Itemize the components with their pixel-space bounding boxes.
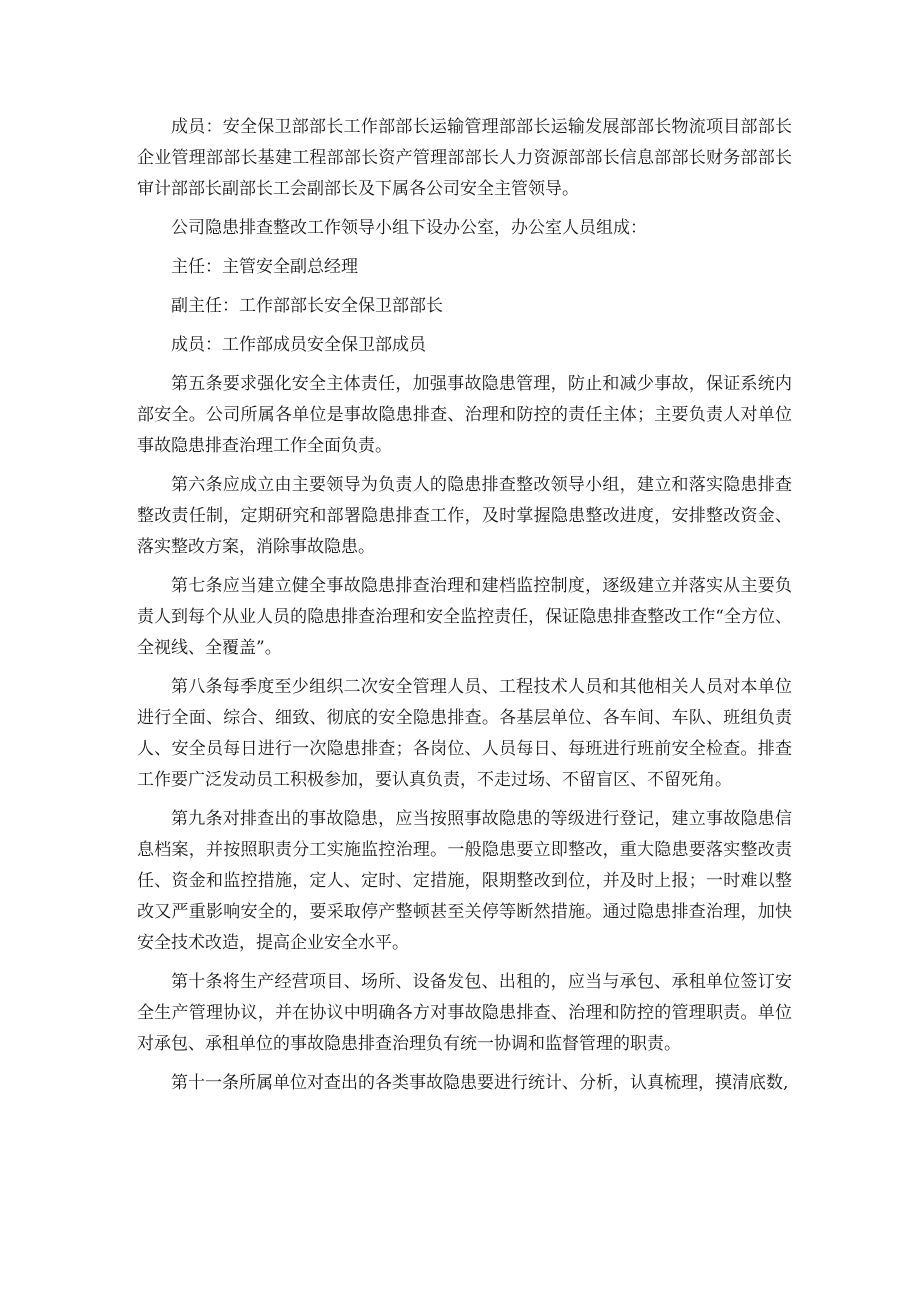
paragraph-article-6: 第六条应成立由主要领导为负责人的隐患排查整改领导小组，建立和落实隐患排查整改责任制，定期研究和部署隐患排查工作，及时掌握隐患整改进度，安排整改资金、落实整改方案，消除事故隐患。 <box>137 475 792 557</box>
paragraph-article-8: 第八条每季度至少组织二次安全管理人员、工程技术人员和其他相关人员对本单位进行全面、综合、细致、彻底的安全隐患排查。各基层单位、各车间、车队、班组负责人、安全员每日进行一次隐患排查；各岗位、人员每日、每班进行班前安全检查。排查工作要广泛发动员工积极参加，要认真负责，不走过场、不留盲区、不留死角。 <box>137 677 792 790</box>
paragraph-article-10: 第十条将生产经营项目、场所、设备发包、出租的，应当与承包、承租单位签订安全生产管理协议，并在协议中明确各方对事故隐患排查、治理和防控的管理职责。单位对承包、承租单位的事故隐患排查治理负有统一协调和监督管理的职责。 <box>137 972 792 1054</box>
paragraph-director: 主任：主管安全副总经理 <box>171 257 358 277</box>
paragraph-office-members: 成员：工作部成员安全保卫部成员 <box>171 335 426 355</box>
paragraph-deputy-director: 副主任：工作部部长安全保卫部部长 <box>171 296 443 316</box>
paragraph-article-9: 第九条对排查出的事故隐患，应当按照事故隐患的等级进行登记，建立事故隐患信息档案，并按照职责分工实施监控治理。一般隐患要立即整改，重大隐患要落实整改责任、资金和监控措施，定人、定时、定措施，限期整改到位，并及时上报；一时难以整改又严重影响安全的，要采取停产整顿甚至关停等断然措施。通过隐患排查治理，加快安全技术改造，提高企业安全水平。 <box>137 809 792 953</box>
paragraph-article-11: 第十一条所属单位对查出的各类事故隐患要进行统计、分析，认真梳理，摸清底数, <box>171 1073 789 1093</box>
document-page <box>137 112 792 1107</box>
paragraph-article-5: 第五条要求强化安全主体责任，加强事故隐患管理，防止和减少事故，保证系统内部安全。公司所属各单位是事故隐患排查、治理和防控的责任主体；主要负责人对单位事故隐患排查治理工作全面负责。 <box>137 374 792 456</box>
paragraph-members: 成员：安全保卫部部长工作部部长运输管理部部长运输发展部部长物流项目部部长企业管理部部长基建工程部部长资产管理部部长人力资源部部长信息部部长财务部部长审计部部长副部长工会副部长及下属各公司安全主管领导。 <box>137 117 792 199</box>
paragraph-article-7: 第七条应当建立健全事故隐患排查治理和建档监控制度，逐级建立并落实从主要负责人到每个从业人员的隐患排查治理和安全监控责任，保证隐患排查整改工作“全方位、全视线、全覆盖”。 <box>137 576 792 658</box>
paragraph-office-setup: 公司隐患排查整改工作领导小组下设办公室，办公室人员组成： <box>171 218 647 238</box>
